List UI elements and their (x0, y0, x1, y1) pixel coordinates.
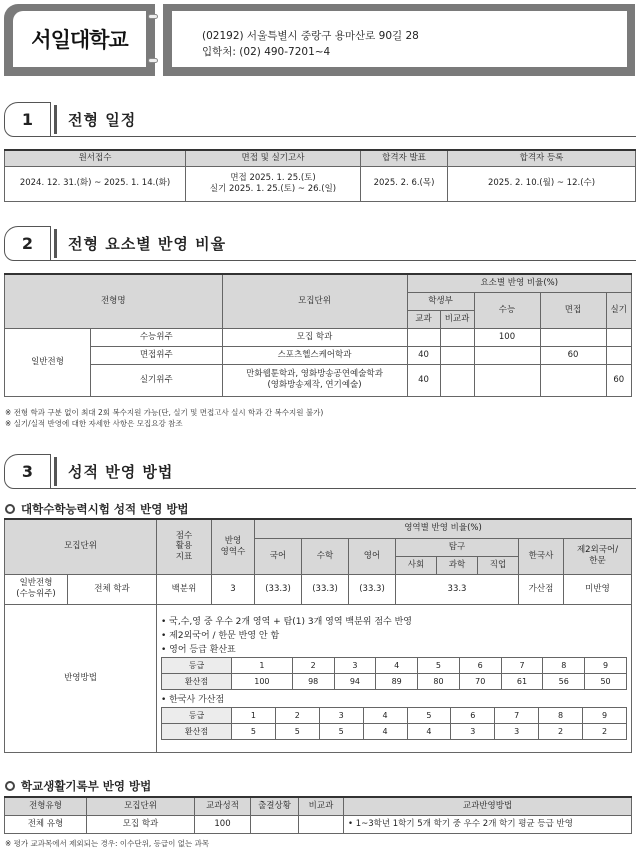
history-grade-table: 등급 1 2 3 4 5 6 7 8 9 환산점 5 5 5 4 4 3 3 2 2 (161, 707, 627, 740)
binder-ring-icon (148, 14, 158, 19)
binder-ring-icon (148, 58, 158, 63)
section-1-title: 1 전형 일정 (4, 102, 636, 137)
section-2-title: 2 전형 요소별 반영 비율 (4, 226, 636, 261)
section-3-title: 3 성적 반영 방법 (4, 454, 636, 489)
announce-date: 2025. 2. 6.(목) (361, 166, 448, 201)
register-period: 2025. 2. 10.(월) ~ 12.(수) (448, 166, 636, 201)
record-table: 전형유형 모집단위 교과성적 출결상황 비교과 교과반영방법 전체 유형 모집 학과 100 • 1~3학년 1학기 5개 학기 중 우수 2개 학기 평균 등급 반영 (4, 796, 632, 834)
university-name: 서일대학교 (31, 28, 128, 52)
contact-panel (163, 4, 635, 76)
ratio-notes: ※ 전형 학과 구분 없이 최대 2회 복수지원 가능(단, 실기 및 면접고사 실시 학과 간 복수지원 불가) ※ 실기/실적 반영에 대한 자세한 사항은 모집요강 참조 (5, 408, 324, 428)
english-grade-table: 등급 1 2 3 4 5 6 7 8 9 환산점 100 98 94 89 80 70 61 56 50 (161, 657, 627, 690)
application-period: 2024. 12. 31.(화) ~ 2025. 1. 14.(화) (5, 166, 186, 201)
csat-subhead: 대학수학능력시험 성적 반영 방법 (5, 501, 189, 517)
record-subhead: 학교생활기록부 반영 방법 (5, 778, 151, 794)
csat-table: 모집단위 점수 활용 지표 반영 영역수 영역별 반영 비율(%) 국어 수학 영어 탐구 한국사 제2외국어/ 한문 사회 과학 직업 일반전형 (수능위주) 전체 학과 백분위 3 (33.3) (33.3) (33.3) 33.3 가산점 미반영 반영방법 • 국,수,영 중 우수 2개 영역 + 탐(1) 3개 영역 백분위 점수 반영 • 제2외국어 / 한문 반영 안 함 • 영어 등급 환산표 등급 1 2 3 4 5 6 7 8 9 환산점 100 98 94 89 80 70 61 56 50 • 한국사 가산점 등급 1 2 3 4 5 6 7 8 9 환산점 5 5 5 4 4 3 3 2 2 (4, 518, 632, 753)
address: (02192) 서울특별시 중랑구 용마산로 90길 28 (202, 30, 419, 42)
record-note: ※ 평가 교과목에서 제외되는 경우: 이수단위, 등급이 없는 과목 (5, 839, 210, 848)
schedule-table: 원서접수 면접 및 실기고사 합격자 발표 합격자 등록 2024. 12. 31.(화) ~ 2025. 1. 14.(화) 면접 2025. 1. 25.(토) 실기 2025. 1. 25.(토) ~ 26.(일) 2025. 2. 6.(목) 2025. 2. 10.(월) ~ 12.(수) (4, 149, 636, 202)
phone: 입학처: (02) 490-7201~4 (202, 46, 331, 58)
university-name-panel (4, 4, 155, 76)
ratio-table: 전형명 모집단위 요소별 반영 비율(%) 학생부 수능 면접 실기 교과 비교과 일반전형 수능위주 모집 학과 100 면접위주 스포츠헬스케어학과 40 60 실기위주 만화웹툰학과, 영화방송공연예술학과 (영화방송제작, 연기예술) 40 60 (4, 273, 632, 397)
